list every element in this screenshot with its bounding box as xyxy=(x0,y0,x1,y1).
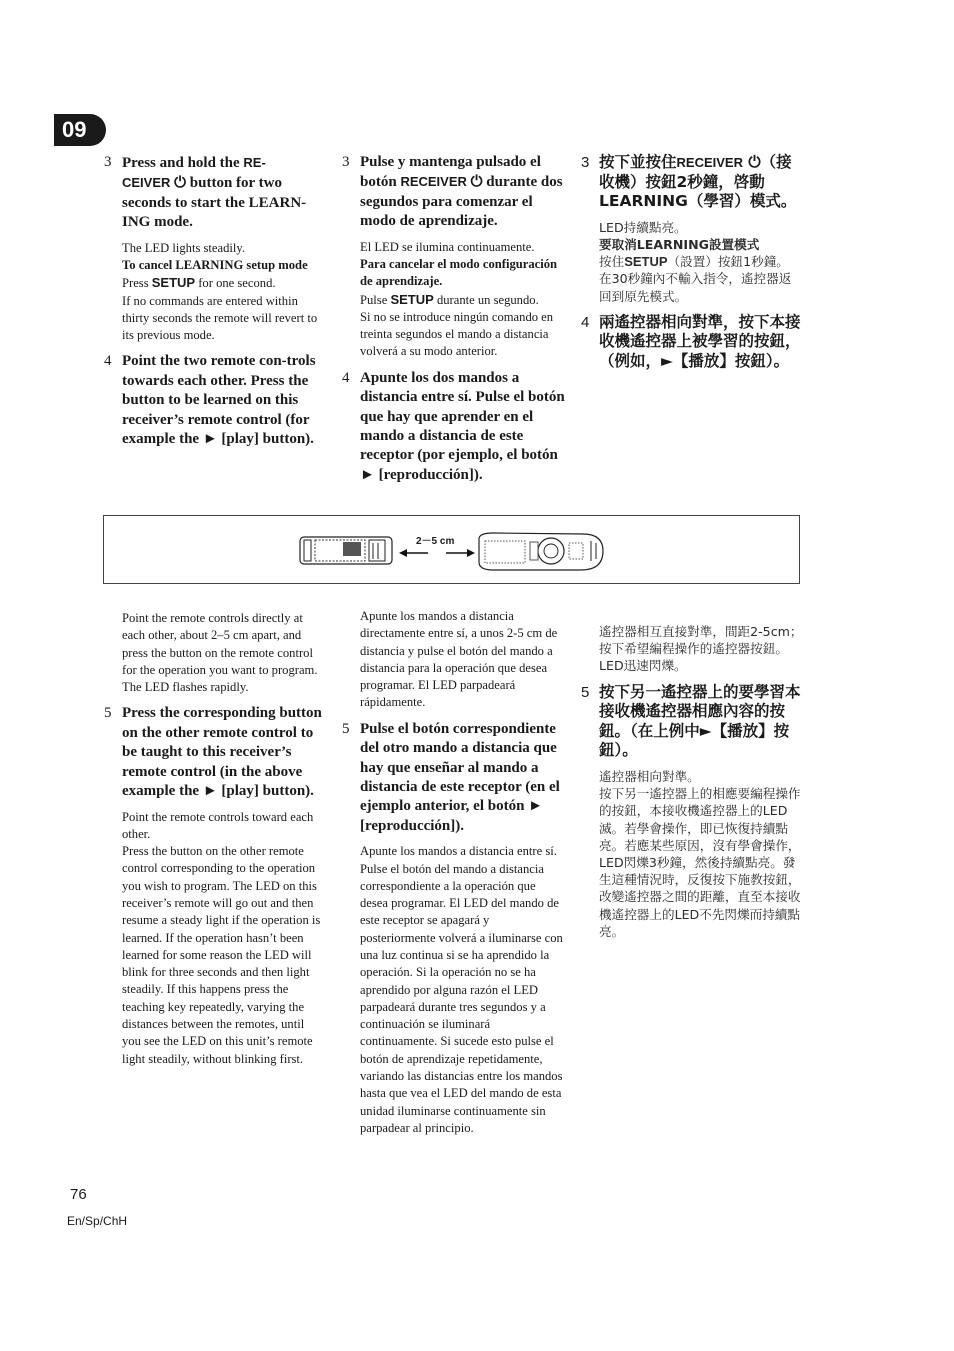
cancel-title: Para cancelar el modo configuración de aprendizaje. xyxy=(360,256,558,289)
power-icon: ⏻ xyxy=(470,174,483,191)
chapter-badge: 09 xyxy=(54,114,106,146)
step-4 xyxy=(104,352,326,449)
chinese-column-lower xyxy=(581,623,803,948)
power-icon: ⏻ xyxy=(748,153,761,171)
step-4-body: Apunte los mandos a distancia directamente entre sí, a unos 2-5 cm de distancia y pulse el botón del mando a distancia para la operación que desea programar. El LED parpadeará rápidamente. xyxy=(360,609,558,710)
cancel-title: 要取消LEARNING設置模式 xyxy=(599,236,760,252)
step-5-body: Point the remote controls toward each other. Press the button on the other remote control corresponding to the operation you wish to program. The LED on this receiver’s remote will go out and then resume a steady light if the operation is learned. If the operation hasn’t been learned for some reason the LED will blink for three seconds and then light steadily. If this happens press the teaching key repeatedly, varying the distances between the remotes, until you see the LED on this unit’s remote light steadily, without blinking first. xyxy=(122,809,321,1066)
cancel-title: To cancel LEARNING setup mode xyxy=(122,257,308,272)
other-remote-icon xyxy=(479,533,603,570)
step-5 xyxy=(581,683,803,761)
step-number: 3 xyxy=(581,154,590,171)
page-number: 76 xyxy=(70,1186,87,1203)
step-4 xyxy=(342,369,566,485)
step-3 xyxy=(581,153,803,212)
step-number: 5 xyxy=(104,705,112,722)
step-3-body: The LED lights steadily. To cancel LEARNING setup mode Press SETUP for one second. If no commands are entered within thirty seconds the remote will revert to its previous mode. xyxy=(122,240,326,345)
step-number: 5 xyxy=(581,683,590,701)
english-column xyxy=(104,153,326,449)
distance-arrows xyxy=(399,549,475,557)
distance-label: 2－5 cm xyxy=(416,536,455,547)
step-heading: Point the two remote con-trols towards each other. Press the button to be learned on this receiver’s remote control (for example the ► [play] button). xyxy=(122,353,316,448)
receiver-remote-icon xyxy=(300,537,392,564)
step-5 xyxy=(342,720,566,836)
step-heading: 按下並按住RECEIVER ⏻（接收機）按鈕2秒鐘，啓動LEARNING（學習）模式。 xyxy=(599,153,797,211)
step-5-body: 遙控器相向對準。 按下另一遙控器上的相應要編程操作的按鈕，本接收機遙控器上的LED滅。若學會操作，即已恢復持續點亮。若應某些原因，沒有學會操作，LED閃爍3秒鐘，然後持續點亮。發生這種情況時，反復按下施教按鈕，改變遙控器之間的距離，直至本接收機遙控器上的LED不先閃爍而持續點亮。 xyxy=(599,768,801,939)
step-4-body: Point the remote controls directly at each other, about 2–5 cm apart, and press the button on the remote control for the operation you want to program. The LED flashes rapidly. xyxy=(122,611,318,695)
step-5-body: Apunte los mandos a distancia entre sí. Pulse el botón del mando a distancia correspondiente a la operación que desea programar. El LED del mando de este receptor se apagará y posteriormente volverá a iluminarse con una luz continua si se ha aprendido la operación. Si la operación no se ha aprendido por alguna razón el LED parpadeará durante tres segundos y a continuación se iluminará continuamente. Si sucede esto pulse el botón de aprendizaje repetidamente, variando las distancias entre los mandos hasta que vea el LED del mando de esta unidad iluminarse continuamente sin parpadear al principio. xyxy=(360,844,563,1135)
spanish-column xyxy=(342,153,566,485)
step-3-body: LED持續點亮。 要取消LEARNING設置模式 按住SETUP（設置）按鈕1秒鐘。 在30秒鐘內不輸入指令，遙控器返回到原先模式。 xyxy=(599,219,803,305)
english-column-lower xyxy=(104,610,326,1076)
step-heading: 兩遙控器相向對準，按下本接收機遙控器上被學習的按鈕，（例如，►【播放】按鈕）。 xyxy=(599,312,801,370)
step-number: 3 xyxy=(104,154,112,170)
step-heading: Apunte los dos mandos a distancia entre sí. Pulse el botón que hay que aprender en el mando a distancia de este receptor (por ejemplo, el botón ► [reproducción]). xyxy=(360,369,565,483)
step-heading: Pulse el botón correspondiente del otro mando a distancia que hay que enseñar al mando a distancia de este receptor (en el ejemplo anterior, el botón ► [reproducción]). xyxy=(360,720,560,834)
step-3 xyxy=(342,153,566,232)
step-number: 4 xyxy=(342,369,350,386)
step-3-body: El LED se ilumina continuamente. Para cancelar el modo configuración de aprendizaje. Pulse SETUP durante un segundo. Si no se introduce ningún comando en treinta segundos el mando a distancia volverá a su modo anterior. xyxy=(360,239,566,361)
step-4 xyxy=(581,313,803,372)
step-heading: Press and hold the RE- CEIVER ⏻ button for two seconds to start the LEARN-ING mode. xyxy=(122,155,307,231)
language-code: En/Sp/ChH xyxy=(67,1214,128,1228)
step-number: 5 xyxy=(342,720,350,737)
spanish-column-lower xyxy=(342,608,566,1145)
step-number: 4 xyxy=(581,313,590,331)
step-heading: Pulse y mantenga pulsado el botón RECEIVER ⏻ durante dos segundos para comenzar el modo de aprendizaje. xyxy=(360,154,563,230)
step-5 xyxy=(104,704,326,801)
step-number: 4 xyxy=(104,353,112,370)
step-heading: 按下另一遙控器上的要學習本接收機遙控器相應內容的按鈕。（在上例中►【播放】按鈕）。 xyxy=(599,682,801,760)
remote-distance-diagram xyxy=(103,515,800,584)
power-icon: ⏻ xyxy=(174,175,187,192)
step-heading: Press the corresponding button on the other remote control to be taught to this receiver’s remote control (in the above example the ► [play] button). xyxy=(122,705,322,800)
step-4-body: 遙控器相互直接對準，間距2-5cm；按下希望編程操作的遙控器按鈕。LED迅速閃爍。 xyxy=(599,624,803,674)
chinese-column xyxy=(581,153,803,372)
step-3 xyxy=(104,153,326,233)
remote-controls-illustration xyxy=(103,515,800,584)
step-number: 3 xyxy=(342,154,350,170)
